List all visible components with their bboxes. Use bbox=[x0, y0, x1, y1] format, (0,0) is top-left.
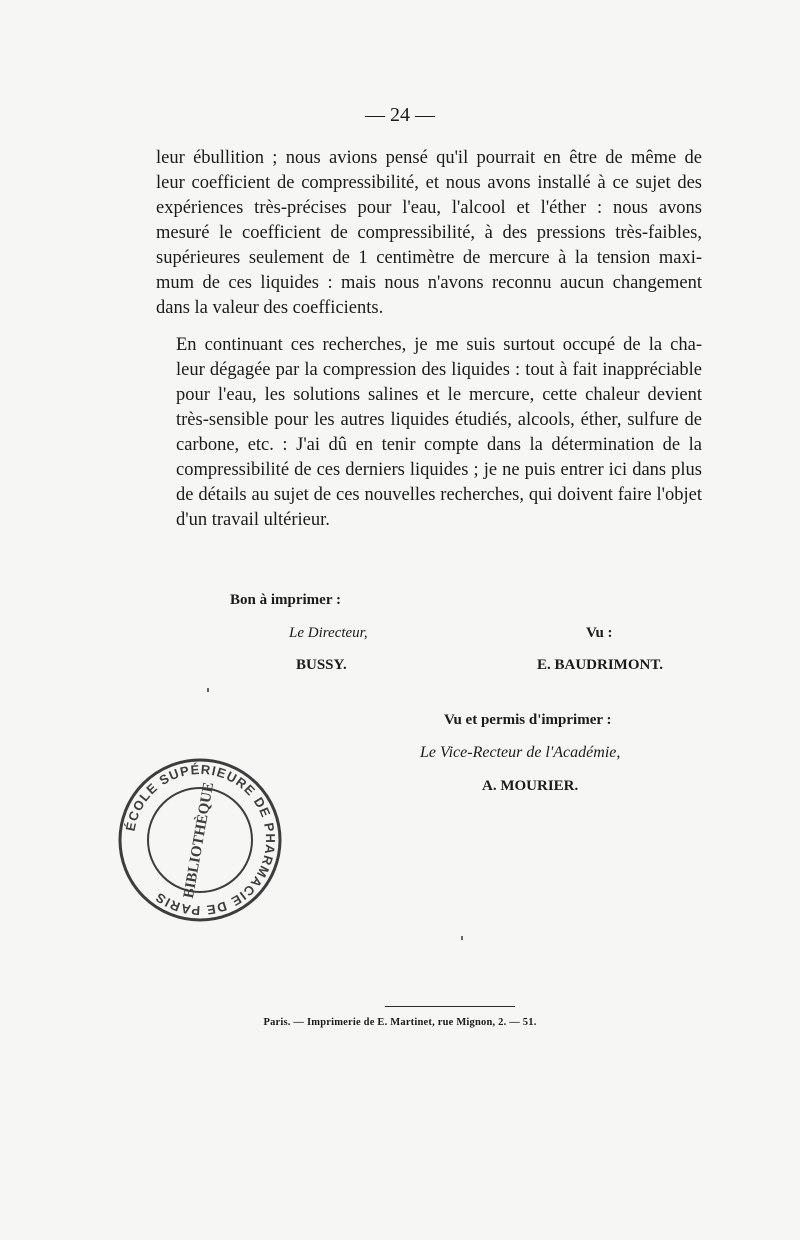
printer-imprint: Paris. — Imprimerie de E. Martinet, rue Mignon, 2. — 51. bbox=[263, 1017, 537, 1028]
text-line: supérieures seulement de 1 centimètre de mercure à la tension maxi- bbox=[156, 248, 702, 268]
paragraph-2 bbox=[156, 333, 702, 533]
text-line: carbone, etc. : J'ai dû en tenir compte dans la détermination de la bbox=[176, 435, 702, 455]
directeur-signature: BUSSY. bbox=[296, 657, 347, 673]
text-line: mesuré le coefficient de compressibilité, à des pressions très-faibles, bbox=[156, 223, 702, 243]
permis-imprimer-label: Vu et permis d'imprimer : bbox=[444, 712, 612, 728]
text-line: très-sensible pour les autres liquides étudiés, alcools, éther, sulfure de bbox=[176, 410, 702, 430]
bon-a-imprimer-label: Bon à imprimer : bbox=[230, 592, 341, 608]
library-stamp bbox=[115, 755, 285, 925]
page-number: — 24 — bbox=[365, 104, 435, 126]
page-mark bbox=[461, 936, 463, 940]
text-line: En continuant ces recherches, je me suis surtout occupé de la cha- bbox=[176, 335, 702, 355]
text-line: d'un travail ultérieur. bbox=[176, 510, 330, 530]
footer-rule bbox=[385, 1006, 515, 1007]
vice-recteur-signature: A. MOURIER. bbox=[482, 778, 579, 794]
vu-signature: E. BAUDRIMONT. bbox=[537, 657, 663, 673]
text-line: leur coefficient de compressibilité, et nous avons installé à ce sujet des bbox=[156, 173, 702, 193]
text-line: expériences très-précises pour l'eau, l'alcool et l'éther : nous avons bbox=[156, 198, 702, 218]
text-line: leur ébullition ; nous avions pensé qu'il pourrait en être de même de bbox=[156, 148, 702, 168]
text-line: compressibilité de ces derniers liquides ; je ne puis entrer ici dans plus bbox=[176, 460, 702, 480]
text-line: leur dégagée par la compression des liquides : tout à fait inappréciable bbox=[176, 360, 702, 380]
text-line: mum de ces liquides : mais nous n'avons reconnu aucun changement bbox=[156, 273, 702, 293]
vice-recteur-title: Le Vice-Recteur de l'Académie, bbox=[420, 744, 621, 761]
text-line: pour l'eau, les solutions salines et le mercure, cette chaleur devient bbox=[176, 385, 702, 405]
stamp-outer-text: ÉCOLE SUPÉRIEURE DE PHARMACIE DE PARIS bbox=[122, 761, 279, 919]
vu-label: Vu : bbox=[586, 625, 613, 641]
text-line: dans la valeur des coefficients. bbox=[156, 298, 384, 318]
text-line: de détails au sujet de ces nouvelles recherches, qui doivent faire l'objet bbox=[176, 485, 702, 505]
body-text bbox=[156, 146, 702, 533]
directeur-title: Le Directeur, bbox=[289, 625, 368, 641]
paragraph-1 bbox=[156, 146, 702, 321]
page-mark bbox=[207, 688, 209, 692]
stamp-center-text: BIBLIOTHÈQUE bbox=[180, 781, 218, 900]
